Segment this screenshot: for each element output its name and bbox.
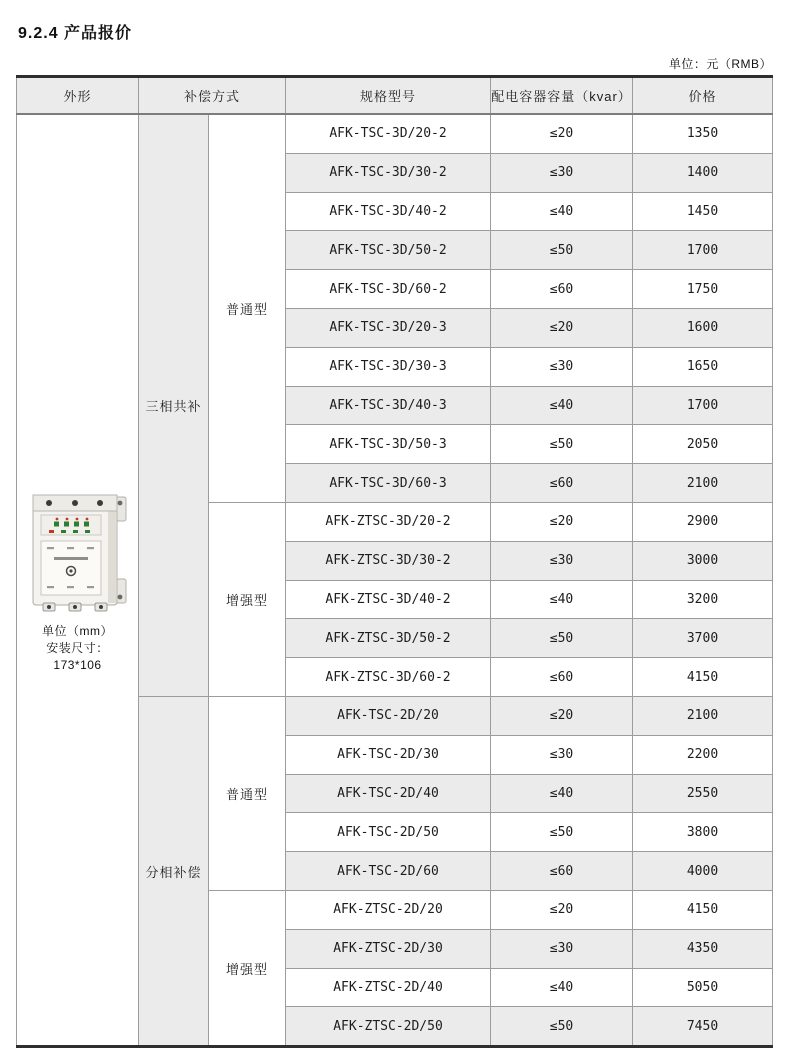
table-row [17,114,773,153]
price-cell: 1600 [633,308,773,347]
price-cell: 1350 [633,114,773,153]
model-cell: AFK-TSC-3D/30-3 [286,347,491,386]
model-cell: AFK-ZTSC-3D/40-2 [286,580,491,619]
price-cell: 3200 [633,580,773,619]
price-cell: 2900 [633,502,773,541]
mounting-size-caption-line: 173*106 [53,657,102,672]
capacity-cell: ≤20 [491,308,633,347]
price-cell: 2100 [633,464,773,503]
capacity-cell: ≤30 [491,153,633,192]
mounting-size-caption [17,623,138,674]
header-capacity: 配电容器容量（kvar） [491,77,633,115]
price-cell: 4000 [633,852,773,891]
capacity-cell: ≤50 [491,231,633,270]
type-cell: 普通型 [209,696,286,890]
capacity-cell: ≤40 [491,580,633,619]
price-cell: 3800 [633,813,773,852]
capacity-cell: ≤20 [491,696,633,735]
table-body [17,114,773,1047]
capacity-cell: ≤60 [491,270,633,309]
capacity-cell: ≤30 [491,735,633,774]
price-cell: 1650 [633,347,773,386]
header-appearance: 外形 [17,77,139,115]
price-cell: 4150 [633,890,773,929]
compensation-mode-cell: 三相共补 [139,114,209,696]
model-cell: AFK-TSC-2D/40 [286,774,491,813]
price-cell: 7450 [633,1007,773,1047]
type-cell: 增强型 [209,502,286,696]
capacity-cell: ≤50 [491,619,633,658]
model-cell: AFK-TSC-3D/40-2 [286,192,491,231]
price-cell: 2050 [633,425,773,464]
price-cell: 5050 [633,968,773,1007]
model-cell: AFK-ZTSC-3D/50-2 [286,619,491,658]
model-cell: AFK-ZTSC-2D/20 [286,890,491,929]
capacity-cell: ≤60 [491,852,633,891]
capacity-cell: ≤20 [491,502,633,541]
model-cell: AFK-ZTSC-3D/20-2 [286,502,491,541]
header-model: 规格型号 [286,77,491,115]
appearance-cell [17,114,139,1047]
capacity-cell: ≤30 [491,541,633,580]
price-cell: 3000 [633,541,773,580]
model-cell: AFK-TSC-3D/60-3 [286,464,491,503]
type-cell: 普通型 [209,114,286,502]
price-table [16,75,773,1048]
model-cell: AFK-ZTSC-2D/50 [286,1007,491,1047]
capacity-cell: ≤50 [491,1007,633,1047]
capacity-cell: ≤50 [491,425,633,464]
capacity-cell: ≤40 [491,968,633,1007]
price-cell: 1700 [633,231,773,270]
price-cell: 2200 [633,735,773,774]
capacity-cell: ≤40 [491,774,633,813]
model-cell: AFK-TSC-3D/60-2 [286,270,491,309]
price-cell: 1400 [633,153,773,192]
capacity-cell: ≤30 [491,929,633,968]
page-title: 9.2.4 产品报价 [18,25,133,42]
price-cell: 1700 [633,386,773,425]
device-illustration [27,487,129,613]
model-cell: AFK-ZTSC-2D/40 [286,968,491,1007]
table-header [17,77,773,115]
model-cell: AFK-TSC-2D/20 [286,696,491,735]
unit-note: 单位：元（RMB） [668,57,772,71]
capacity-cell: ≤40 [491,192,633,231]
capacity-cell: ≤30 [491,347,633,386]
product-image [17,487,138,674]
price-cell: 3700 [633,619,773,658]
table-header-row [17,77,773,115]
type-cell: 增强型 [209,890,286,1046]
model-cell: AFK-TSC-2D/50 [286,813,491,852]
model-cell: AFK-TSC-3D/40-3 [286,386,491,425]
model-cell: AFK-TSC-2D/30 [286,735,491,774]
price-cell: 4150 [633,658,773,697]
capacity-cell: ≤50 [491,813,633,852]
model-cell: AFK-TSC-2D/60 [286,852,491,891]
header-compensation-mode: 补偿方式 [139,77,286,115]
capacity-cell: ≤60 [491,464,633,503]
price-cell: 1750 [633,270,773,309]
model-cell: AFK-TSC-3D/20-2 [286,114,491,153]
mounting-size-caption-line: 安装尺寸： [46,640,109,655]
price-cell: 1450 [633,192,773,231]
model-cell: AFK-TSC-3D/50-3 [286,425,491,464]
capacity-cell: ≤20 [491,114,633,153]
compensation-mode-cell: 分相补偿 [139,696,209,1046]
model-cell: AFK-ZTSC-3D/60-2 [286,658,491,697]
capacity-cell: ≤20 [491,890,633,929]
mounting-size-caption-line: 单位（mm） [42,623,113,638]
model-cell: AFK-TSC-3D/20-3 [286,308,491,347]
price-cell: 2550 [633,774,773,813]
model-cell: AFK-ZTSC-3D/30-2 [286,541,491,580]
model-cell: AFK-TSC-3D/50-2 [286,231,491,270]
model-cell: AFK-TSC-3D/30-2 [286,153,491,192]
price-cell: 4350 [633,929,773,968]
price-cell: 2100 [633,696,773,735]
model-cell: AFK-ZTSC-2D/30 [286,929,491,968]
capacity-cell: ≤60 [491,658,633,697]
capacity-cell: ≤40 [491,386,633,425]
header-price: 价格 [633,77,773,115]
